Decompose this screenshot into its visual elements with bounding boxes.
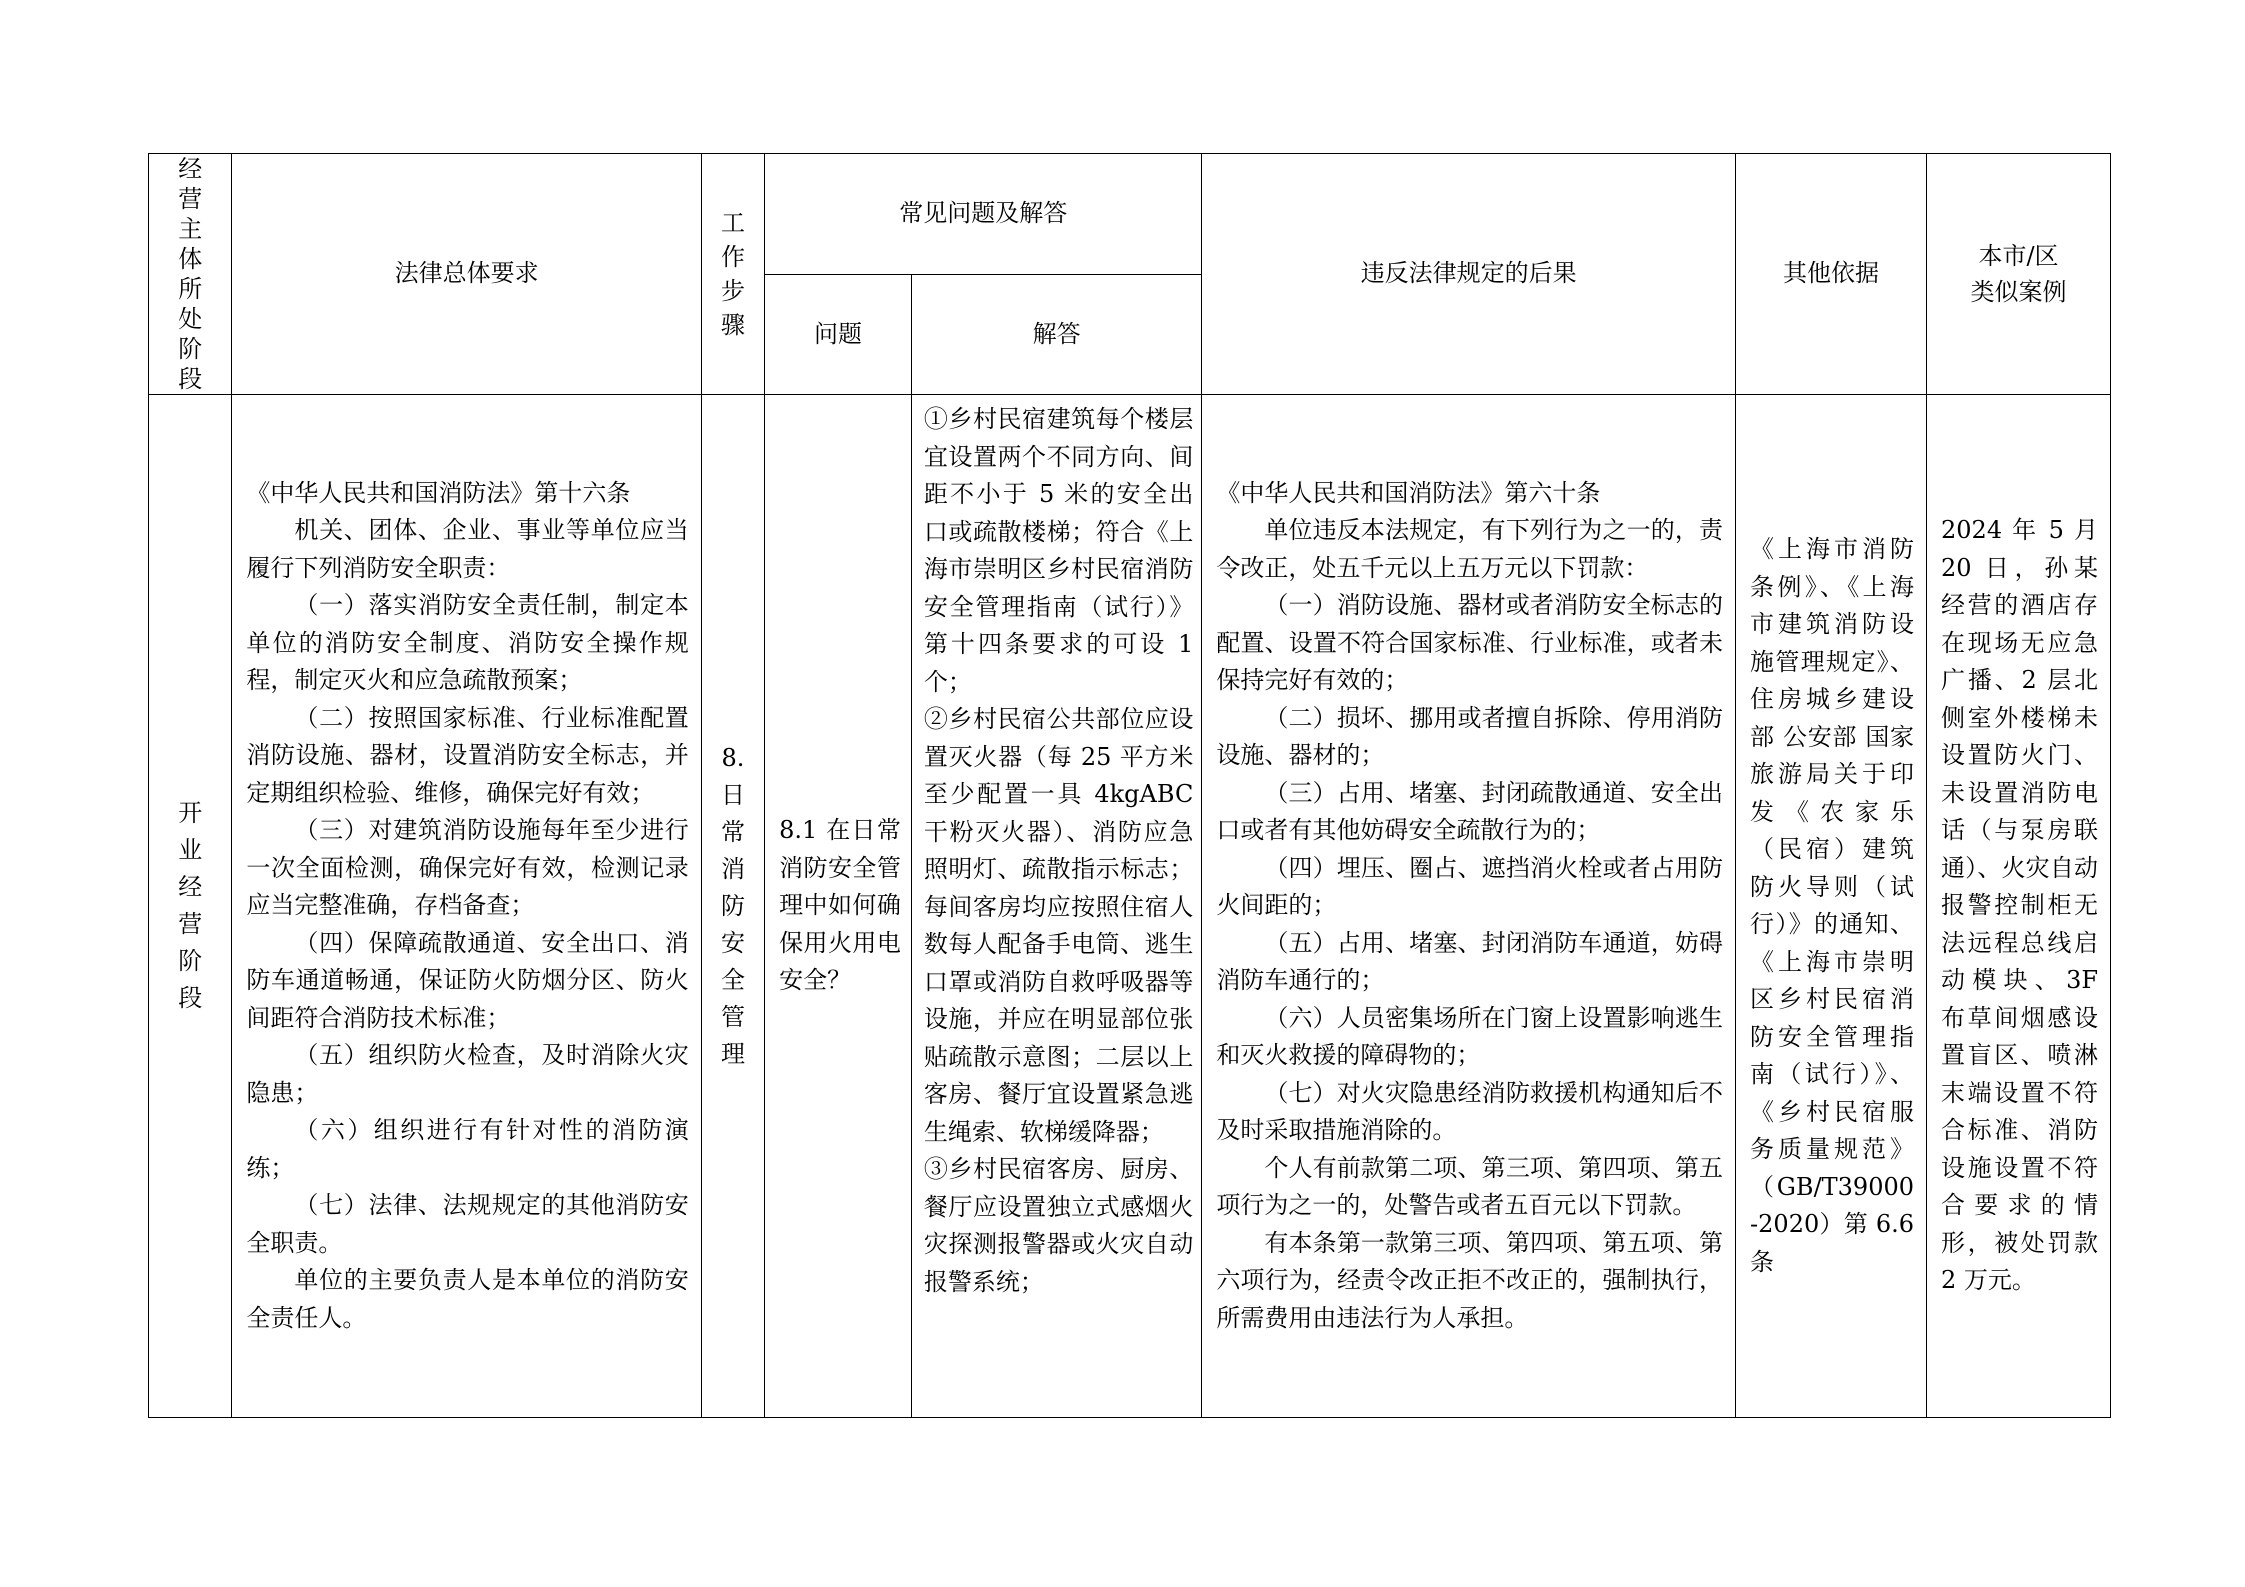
law-item: （二）按照国家标准、行业标准配置消防设施、器材，设置消防安全标志，并定期组织检验、维修，确保完好有效；	[246, 703, 689, 807]
cell-law-requirement	[232, 395, 701, 1418]
law-paragraph: 单位的主要负责人是本单位的消防安全责任人。	[246, 1266, 689, 1332]
consequence-item: （四）埋压、圈占、遮挡消火栓或者占用防火间距的；	[1216, 853, 1724, 920]
consequence-item: （七）对火灾隐患经消防救援机构通知后不及时采取措施消除的。	[1216, 1078, 1724, 1145]
cell-answer	[911, 395, 1201, 1418]
consequence-item: （二）损坏、挪用或者擅自拆除、停用消防设施、器材的；	[1216, 703, 1724, 770]
consequence-item: （六）人员密集场所在门窗上设置影响逃生和灭火救援的障碍物的；	[1216, 1003, 1724, 1070]
cell-similar-case: 2024 年 5 月 20 日，孙某经营的酒店存在现场无应急广播、2 层北侧室外楼梯未设置防火门、未设置消防电话（与泵房联通）、火灾自动报警控制柜无法远程总线启动模块、3F 布草间烟感设置盲区、喷淋末端设置不符合标准、消防设施设置不符合要求的情形，被处罚款 2 万元。	[1927, 395, 2111, 1418]
cell-stage: 开业经营阶段	[149, 395, 232, 1418]
header-stage: 经营主体所处阶段	[149, 154, 232, 395]
answer-item: ③乡村民宿客房、厨房、餐厅应设置独立式感烟火灾探测报警器或火灾自动报警系统；	[923, 1155, 1194, 1296]
law-item: （一）落实消防安全责任制，制定本单位的消防安全制度、消防安全操作规程，制定灭火和应急疏散预案；	[246, 591, 689, 695]
cell-work-step: 8.日常消防安全管理	[701, 395, 764, 1418]
header-answer: 解答	[911, 274, 1201, 395]
header-law-requirement: 法律总体要求	[232, 154, 701, 395]
law-item: （三）对建筑消防设施每年至少进行一次全面检测，确保完好有效，检测记录应当完整准确，存档备查；	[246, 816, 689, 920]
header-consequence: 违反法律规定的后果	[1202, 154, 1736, 395]
header-similar-cases: 本市/区类似案例	[1927, 154, 2111, 395]
consequence-item: （一）消防设施、器材或者消防安全标志的配置、设置不符合国家标准、行业标准，或者未保持完好有效的；	[1216, 591, 1724, 695]
regulation-table	[148, 153, 2111, 1418]
law-item: （四）保障疏散通道、安全出口、消防车通道畅通，保证防火防烟分区、防火间距符合消防技术标准；	[246, 928, 689, 1032]
law-item: （五）组织防火检查，及时消除火灾隐患；	[246, 1041, 689, 1107]
cell-question: 8.1 在日常消防安全管理中如何确保用火用电安全？	[765, 395, 912, 1418]
law-item: （七）法律、法规规定的其他消防安全职责。	[246, 1191, 689, 1257]
header-other-basis: 其他依据	[1736, 154, 1927, 395]
header-question: 问题	[765, 274, 912, 395]
law-title: 《中华人民共和国消防法》第十六条	[246, 478, 631, 507]
law-paragraph: 机关、团体、企业、事业等单位应当履行下列消防安全职责：	[246, 516, 689, 582]
consequence-paragraph: 个人有前款第二项、第三项、第四项、第五项行为之一的，处警告或者五百元以下罚款。	[1216, 1153, 1724, 1220]
consequence-title: 《中华人民共和国消防法》第六十条	[1216, 478, 1601, 507]
consequence-paragraph: 有本条第一款第三项、第四项、第五项、第六项行为，经责令改正拒不改正的，强制执行，所需费用由违法行为人承担。	[1216, 1228, 1724, 1332]
answer-item: ②乡村民宿公共部位应设置灭火器（每 25 平方米至少配置一具 4kgABC 干粉灭火器）、消防应急照明灯、疏散指示标志；每间客房均应按照住宿人数每人配备手电筒、逃生口罩或消防自救呼吸器等设施，并应在明显部位张贴疏散示意图；二层以上客房、餐厅宜设置紧急逃生绳索、软梯缓降器；	[923, 705, 1194, 1146]
answer-item: ①乡村民宿建筑每个楼层宜设置两个不同方向、间距不小于 5 米的安全出口或疏散楼梯；符合《上海市崇明区乡村民宿消防安全管理指南（试行）》第十四条要求的可设 1 个；	[923, 405, 1194, 696]
consequence-item: （三）占用、堵塞、封闭疏散通道、安全出口或者有其他妨碍安全疏散行为的；	[1216, 778, 1724, 845]
consequence-item: （五）占用、堵塞、封闭消防车通道，妨碍消防车通行的；	[1216, 928, 1724, 995]
law-item: （六）组织进行有针对性的消防演练；	[246, 1116, 689, 1182]
consequence-paragraph: 单位违反本法规定，有下列行为之一的，责令改正，处五千元以上五万元以下罚款：	[1216, 516, 1724, 582]
cell-consequence	[1202, 395, 1736, 1418]
header-work-step: 工作步骤	[701, 154, 764, 395]
header-faq: 常见问题及解答	[765, 154, 1202, 275]
cell-other-basis: 《上海市消防条例》、《上海市建筑消防设施管理规定》、住房城乡建设部 公安部 国家旅游局关于印发《农家乐（民宿）建筑防火导则（试行）》的通知、《上海市崇明区乡村民宿消防安全管理指南（试行）》、《乡村民宿服务质量规范》（GB/T39000-2020）第 6.6 条	[1736, 395, 1927, 1418]
